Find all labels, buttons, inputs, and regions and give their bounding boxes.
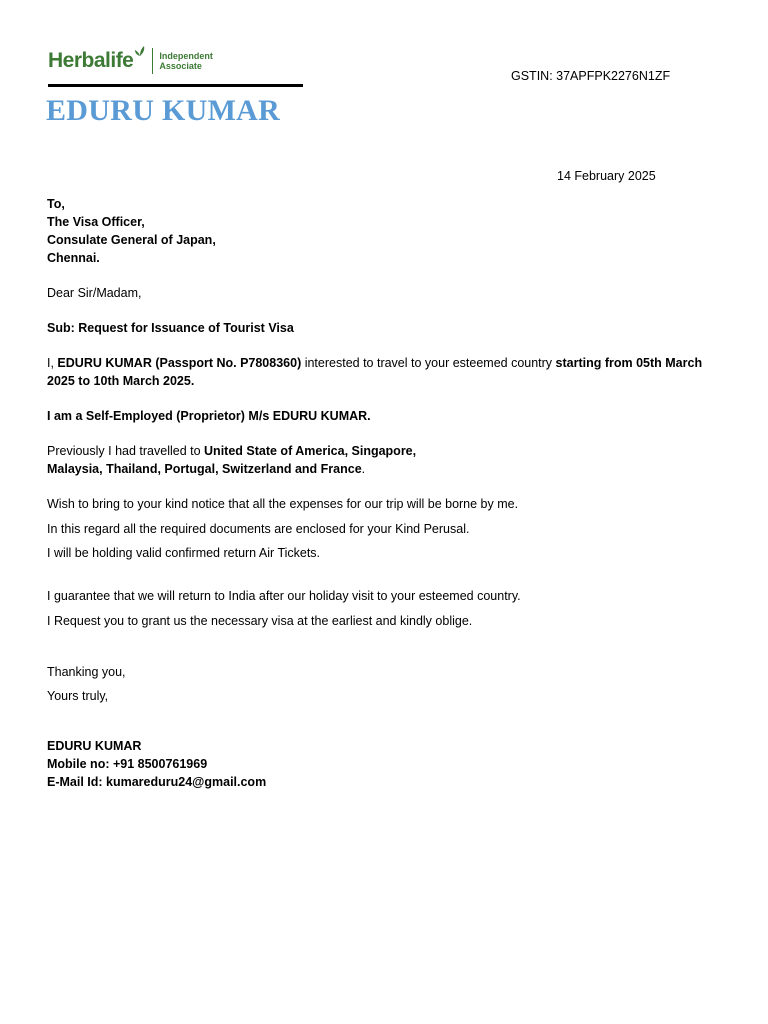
intro-prefix: I,	[47, 356, 58, 370]
intro-travel-dates: starting from 05th March 2025 to 10th March 2025.	[47, 356, 703, 388]
signature-block	[47, 737, 727, 791]
logo-sub-line1: Independent	[159, 51, 213, 61]
logo-subtitle	[159, 51, 213, 71]
address-line: Chennai.	[47, 251, 100, 265]
salutation: Dear Sir/Madam,	[47, 286, 142, 300]
herbalife-logo	[48, 44, 213, 78]
guarantee-line: I guarantee that we will return to India after our holiday visit to your esteemed country.	[47, 589, 521, 603]
logo-brand: Herbalife	[48, 49, 146, 73]
leaf-icon	[134, 45, 146, 57]
intro-name-passport: EDURU KUMAR (Passport No. P7808360)	[57, 356, 302, 370]
documents-line: In this regard all the required documents are enclosed for your Kind Perusal.	[47, 522, 470, 536]
address-line: To,	[47, 197, 65, 211]
expenses-line: Wish to bring to your kind notice that all the expenses for our trip will be borne by me.	[47, 497, 519, 511]
address-line: The Visa Officer,	[47, 215, 145, 229]
employment-line: I am a Self-Employed (Proprietor) M/s EDURU KUMAR.	[47, 409, 371, 423]
recipient-address	[47, 195, 727, 267]
subject-line: Sub: Request for Issuance of Tourist Visa	[47, 321, 294, 335]
letter-date: 14 February 2025	[557, 169, 656, 183]
logo-separator	[152, 48, 153, 74]
thanks-line: Thanking you,	[47, 665, 126, 679]
signature-name: EDURU KUMAR	[47, 739, 142, 753]
header-rule	[48, 84, 303, 87]
address-line: Consulate General of Japan,	[47, 233, 216, 247]
countries-line1: United State of America, Singapore,	[204, 444, 417, 458]
signature-email: E-Mail Id: kumareduru24@gmail.com	[47, 775, 267, 789]
travel-suffix: .	[361, 462, 366, 476]
gstin: GSTIN: 37APFPK2276N1ZF	[511, 69, 671, 83]
logo-sub-line2: Associate	[159, 61, 202, 71]
intro-paragraph	[47, 354, 727, 390]
travel-prefix: Previously I had travelled to	[47, 444, 205, 458]
company-name: EDURU KUMAR	[46, 94, 281, 127]
closing-line: Yours truly,	[47, 689, 109, 703]
travel-history	[47, 442, 727, 478]
signature-mobile: Mobile no: +91 8500761969	[47, 757, 208, 771]
intro-middle: interested to travel to your esteemed country	[301, 356, 556, 370]
countries-line2: Malaysia, Thailand, Portugal, Switzerland and France	[47, 462, 362, 476]
tickets-line: I will be holding valid confirmed return Air Tickets.	[47, 546, 321, 560]
request-line: I Request you to grant us the necessary visa at the earliest and kindly oblige.	[47, 614, 473, 628]
